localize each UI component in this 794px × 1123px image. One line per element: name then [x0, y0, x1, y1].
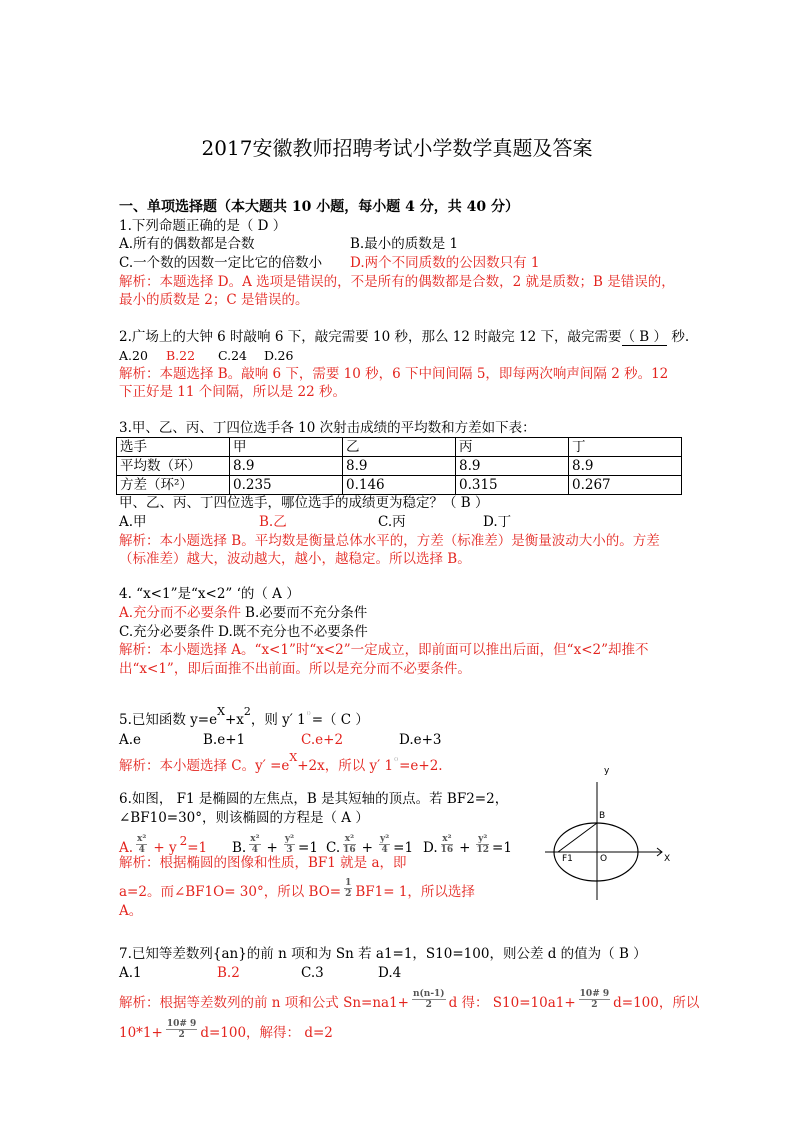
option-plus: + — [266, 840, 278, 856]
q2-answer-blank: （ B ） — [621, 329, 668, 345]
q5-option-b: B.e+1 — [203, 732, 246, 748]
fraction-denominator: 2 — [579, 999, 610, 1010]
q1-option-d: D.两个不同质数的公因数只有 1 — [350, 255, 540, 271]
q2-option-d: D.26 — [264, 348, 294, 363]
fraction-denominator: 16 — [343, 845, 356, 855]
q4-option-d: D.既不充分也不必要条件 — [218, 624, 368, 640]
analysis-text: BF1= 1，所以选择 — [355, 884, 475, 900]
analysis-text: d=100，所以 — [613, 995, 700, 1011]
option-plus: + — [361, 840, 373, 856]
option-plus-term: + y — [153, 840, 177, 856]
fraction-denominator: 4 — [136, 844, 147, 855]
fraction-denominator: 2 — [166, 1029, 197, 1040]
q5-analysis-superscript: X — [289, 751, 298, 764]
y-axis-label: y — [604, 766, 610, 776]
table-header-cell: 选手 — [117, 438, 230, 457]
table-cell: 8.9 — [456, 457, 569, 476]
q5-analysis-text: 解析：本小题选择 C。y′ =e — [119, 758, 290, 774]
table-header-row — [117, 438, 682, 457]
fraction-denominator: 4 — [379, 844, 390, 855]
q5-option-c: C.e+2 — [301, 732, 344, 748]
fraction-denominator: 3 — [284, 844, 295, 855]
fraction-numerator: x² — [442, 834, 452, 844]
q5-stem-text: =（ C ） — [311, 712, 369, 728]
q5-analysis — [119, 751, 443, 777]
q6-analysis-line-3: A。 — [119, 903, 143, 919]
q7-option-b: B.2 — [217, 965, 240, 981]
page-title: 2017安徽教师招聘考试小学数学真题及答案 — [201, 136, 593, 160]
q3-stem: 3.甲、乙、丙、丁四位选手各 10 次射击成绩的平均数和方差如下表： — [119, 420, 536, 436]
fraction-numerator: y² — [284, 834, 295, 844]
table-cell: 平均数（环） — [117, 457, 230, 476]
option-plus: + — [459, 840, 471, 856]
table-header-cell: 乙 — [343, 438, 456, 457]
q4-analysis-line-1: 解析：本小题选择 A。“x<1”时“x<2”一定成立，即前面可以推出后面，但“x<2”却推不 — [119, 642, 649, 658]
q2-option-a: A.20 — [119, 348, 148, 363]
q5-stem-text: +x — [224, 712, 244, 728]
fraction-numerator: x² — [250, 834, 260, 844]
fraction — [379, 834, 390, 855]
fraction-numerator: 10# 9 — [579, 989, 610, 999]
point-f1-label: F1 — [562, 854, 573, 864]
table-cell: 0.267 — [569, 476, 682, 495]
q1-stem: 1.下列命题正确的是（ D ） — [119, 218, 287, 234]
q2-stem — [119, 328, 689, 346]
q2-analysis-line-2: 下正好是 11 个间隔，所以是 22 秒。 — [119, 384, 347, 400]
table-row — [117, 457, 682, 476]
q3-analysis-line-2: （标准差）越大，波动越大，越小，越稳定。所以选择 B。 — [119, 551, 471, 567]
q1-option-a: A.所有的偶数都是合数 — [119, 236, 255, 252]
q1-option-c: C.一个数的因数一定比它的倍数小 — [119, 255, 323, 271]
q4-analysis-line-2: 出“x<1”，即后面推不出前面。所以是充分而不必要条件。 — [119, 661, 471, 677]
q6-analysis-line-1: 解析：根据椭圆的图像和性质，BF1 就是 a，即 — [119, 855, 407, 871]
fraction-numerator: x² — [137, 834, 147, 844]
q3-option-a: A.甲 — [119, 514, 147, 530]
fraction — [476, 834, 489, 855]
x-axis-label: X — [664, 854, 671, 864]
q4-options-row-2 — [119, 623, 368, 641]
q4-option-a: A.充分而不必要条件 — [119, 605, 242, 621]
table-cell: 0.146 — [343, 476, 456, 495]
table-cell: 0.315 — [456, 476, 569, 495]
q7-option-d: D.4 — [378, 965, 402, 981]
analysis-text: 解析：根据等差数列的前 n 项和公式 Sn=na1+ — [119, 995, 409, 1011]
q2-analysis-line-1: 解析：本题选择 B。敲响 6 下，需要 10 秒，6 下中间间隔 5，即每两次响声间隔 2 秒。12 — [119, 366, 669, 382]
q7-option-a: A.1 — [119, 965, 142, 981]
table-header-cell: 丁 — [569, 438, 682, 457]
q5-analysis-text: +2x，所以 y′ 1 — [297, 758, 394, 774]
q6-stem-line-2: ∠BF10=30°，则该椭圆的方程是（ A ） — [119, 810, 369, 826]
fraction — [249, 834, 260, 855]
q2-option-c: C.24 — [218, 348, 247, 363]
analysis-text: a=2。而∠BF1O= 30°，所以 BO= — [119, 884, 342, 900]
fraction-numerator: y² — [379, 834, 390, 844]
fraction-numerator: x² — [344, 834, 355, 844]
table-row — [117, 476, 682, 495]
fraction — [412, 989, 446, 1010]
table-cell: 8.9 — [230, 457, 343, 476]
origin-label: O — [600, 854, 608, 864]
table-header-cell: 甲 — [230, 438, 343, 457]
q2-stem-text: 2.广场上的大钟 6 时敲响 6 下，敲完需要 10 秒，那么 12 时敲完 12 下，敲完需要 — [119, 329, 622, 345]
fraction-numerator: 10# 9 — [166, 1019, 197, 1029]
table-cell: 8.9 — [343, 457, 456, 476]
q5-option-a: A.e — [119, 732, 142, 748]
option-label: B. — [232, 840, 247, 856]
q6-option-d — [423, 834, 512, 857]
fraction — [343, 834, 356, 855]
fraction — [579, 989, 610, 1010]
q7-option-c: C.3 — [301, 965, 324, 981]
q2-option-b: B.22 — [166, 348, 196, 363]
section-heading: 一、单项选择题（本大题共 10 小题，每小题 4 分，共 40 分） — [119, 199, 519, 215]
fraction-denominator: 16 — [440, 845, 454, 855]
table-header-cell: 丙 — [456, 438, 569, 457]
q5-option-d: D.e+3 — [399, 732, 442, 748]
option-equals: =1 — [187, 840, 208, 856]
fraction — [441, 834, 454, 855]
table-cell: 8.9 — [569, 457, 682, 476]
q3-option-b: B.乙 — [259, 514, 287, 530]
q4-stem: 4. “x<1”是“x<2” ‘的（ A ） — [119, 586, 300, 602]
fraction — [136, 834, 147, 855]
q4-options-row-1 — [119, 604, 367, 622]
analysis-text: 10*1+ — [119, 1025, 163, 1041]
option-equals: =1 — [298, 840, 318, 856]
fraction — [284, 834, 295, 855]
q1-option-b: B.最小的质数是 1 — [350, 236, 459, 252]
q3-question: 甲、乙、丙、丁四位选手，哪位选手的成绩更为稳定？（ B ） — [119, 495, 489, 511]
ellipse-diagram — [540, 760, 675, 905]
fraction-denominator: 12 — [476, 845, 490, 855]
q5-stem-mark: ⁽⁾ — [306, 710, 311, 719]
q5-stem-superscript: 2 — [243, 705, 251, 718]
analysis-text: d 得： S10=10a1+ — [448, 995, 576, 1011]
fraction-numerator: 1 — [345, 878, 352, 888]
option-equals: =1 — [393, 840, 414, 856]
option-label: C. — [326, 840, 341, 856]
option-label: D. — [423, 840, 438, 856]
q7-analysis-line-1 — [119, 989, 699, 1012]
q6-analysis-line-2 — [119, 878, 475, 901]
q3-analysis-line-1: 解析：本小题选择 B。平均数是衡量总体水平的，方差（标准差）是衡量波动大小的。方差 — [119, 533, 660, 549]
fraction-numerator: n(n-1) — [412, 989, 445, 999]
fraction — [166, 1019, 197, 1040]
fraction-denominator: 2 — [412, 999, 446, 1010]
fraction — [344, 878, 352, 899]
table-cell: 0.235 — [230, 476, 343, 495]
fraction-numerator: y² — [478, 834, 488, 844]
segment-f1-to-b — [558, 823, 597, 852]
q2-stem-end: 秒. — [667, 329, 690, 345]
q5-stem-text: ，则 y′ 1 — [250, 712, 306, 728]
q5-stem-text: 5.已知函数 y=e — [119, 712, 218, 728]
q1-analysis-line-2: 最小的质数是 2；C 是错误的。 — [119, 292, 309, 308]
q3-option-d: D.丁 — [483, 514, 512, 530]
q1-analysis-line-1: 解析：本题选择 D。A 选项是错误的，不是所有的偶数都是合数，2 就是质数；B 是错误的， — [119, 274, 675, 290]
fraction-denominator: 2 — [345, 889, 352, 899]
option-equals: =1 — [492, 840, 512, 856]
q7-analysis-line-2 — [119, 1019, 333, 1042]
q5-analysis-text: =e+2. — [399, 758, 443, 774]
table-cell: 方差（环²） — [117, 476, 230, 495]
q5-stem-superscript: X — [217, 705, 225, 718]
q4-option-c: C.充分必要条件 — [119, 624, 215, 640]
fraction-denominator: 4 — [249, 844, 260, 855]
q6-stem-line-1: 6.如图， F1 是椭圆的左焦点，B 是其短轴的顶点。若 BF2=2， — [119, 791, 509, 807]
point-b-label: B — [599, 811, 606, 821]
q4-option-b: B.必要而不充分条件 — [245, 605, 368, 621]
analysis-text: d=100，解得： d=2 — [200, 1025, 333, 1041]
option-exponent: 2 — [179, 834, 188, 848]
q3-score-table — [116, 437, 682, 495]
q5-analysis-mark: ⁽⁾ — [394, 756, 399, 765]
q7-stem: 7.已知等差数列{an}的前 n 项和为 Sn 若 a1=1，S10=100，则公差 d 的值为（ B ） — [119, 946, 647, 962]
option-label: A. — [119, 840, 134, 856]
q5-stem — [119, 705, 369, 731]
q3-option-c: C.丙 — [378, 514, 406, 530]
